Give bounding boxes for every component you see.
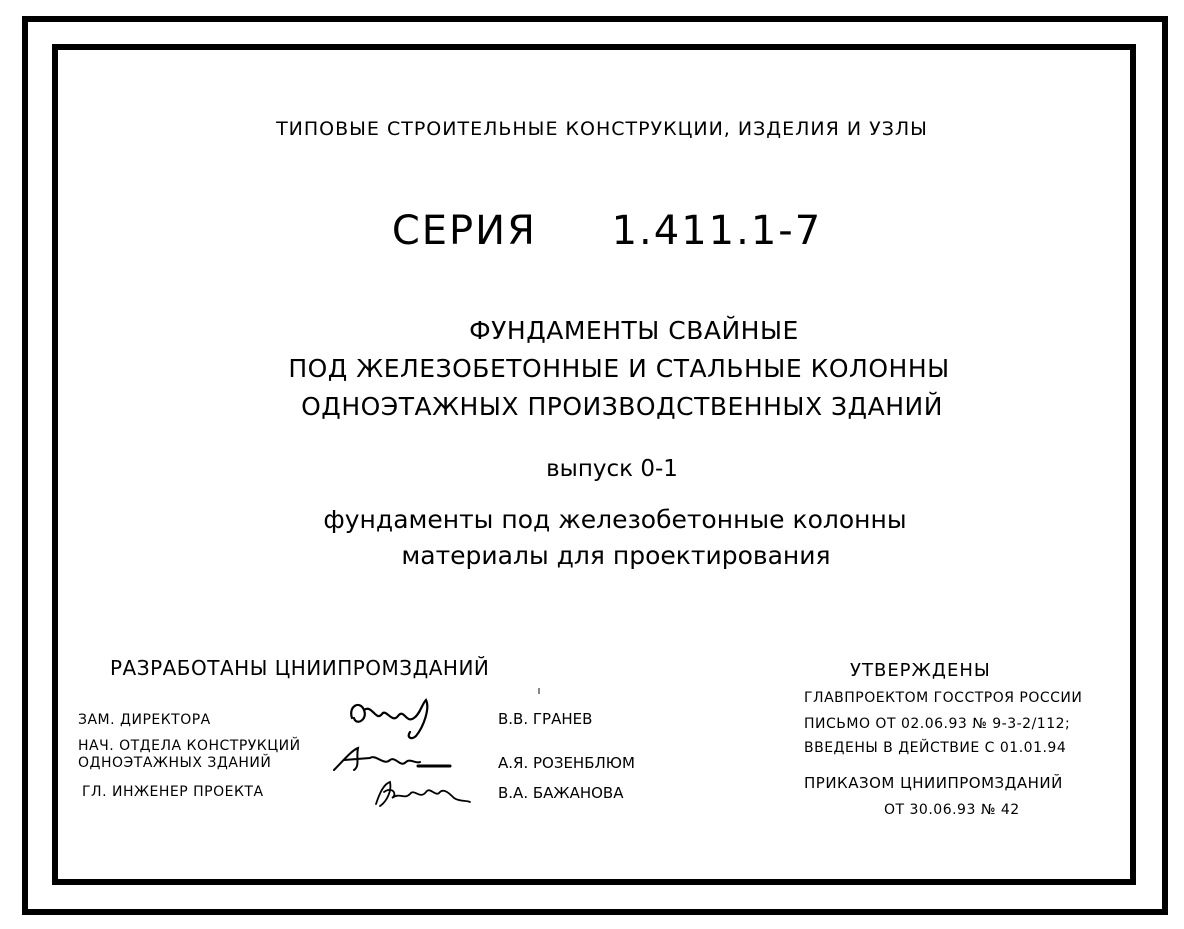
signature-1 [346, 696, 442, 742]
developed-heading: РАЗРАБОТАНЫ ЦНИИПРОМЗДАНИЙ [110, 656, 490, 680]
title-line: ПОД ЖЕЛЕЗОБЕТОННЫЕ И СТАЛЬНЫЕ КОЛОННЫ [288, 354, 950, 383]
subtitle-line: фундаменты под железобетонные колонны [323, 505, 907, 534]
signature-2 [330, 744, 454, 776]
signatory-name: А.Я. РОЗЕНБЛЮМ [498, 754, 635, 772]
signatory-role: ЗАМ. ДИРЕКТОРА [78, 712, 211, 728]
signature-3 [370, 778, 474, 810]
approved-line: ПИСЬМО ОТ 02.06.93 № 9-3-2/112; [804, 716, 1071, 732]
subtitle [0, 502, 1184, 574]
document-title [0, 312, 1184, 426]
approved-line: ГЛАВПРОЕКТОМ ГОССТРОЯ РОССИИ [804, 690, 1083, 706]
approved-line: ВВЕДЕНЫ В ДЕЙСТВИЕ С 01.01.94 [804, 740, 1067, 756]
series-label: СЕРИЯ [391, 208, 537, 254]
series-row [0, 208, 1184, 254]
header-text: ТИПОВЫЕ СТРОИТЕЛЬНЫЕ КОНСТРУКЦИИ, ИЗДЕЛИЯ И УЗЛЫ [276, 118, 928, 140]
approved-line: ПРИКАЗОМ ЦНИИПРОМЗДАНИЙ [804, 774, 1063, 792]
subtitle-line: материалы для проектирования [401, 541, 831, 570]
signatory-name: В.А. БАЖАНОВА [498, 784, 624, 802]
signatory-role: НАЧ. ОТДЕЛА КОНСТРУКЦИЙ ОДНОЭТАЖНЫХ ЗДАНИЙ [78, 738, 301, 771]
series-number: 1.411.1-7 [611, 208, 823, 254]
title-line: ФУНДАМЕНТЫ СВАЙНЫЕ [469, 316, 799, 345]
title-line: ОДНОЭТАЖНЫХ ПРОИЗВОДСТВЕННЫХ ЗДАНИЙ [301, 392, 943, 421]
stray-mark [538, 688, 540, 694]
signatory-role: ГЛ. ИНЖЕНЕР ПРОЕКТА [82, 784, 264, 800]
signatory-name: В.В. ГРАНЕВ [498, 710, 593, 728]
approved-heading: УТВЕРЖДЕНЫ [850, 660, 991, 681]
approved-line: ОТ 30.06.93 № 42 [884, 802, 1020, 818]
issue-label: выпуск 0-1 [546, 456, 678, 482]
